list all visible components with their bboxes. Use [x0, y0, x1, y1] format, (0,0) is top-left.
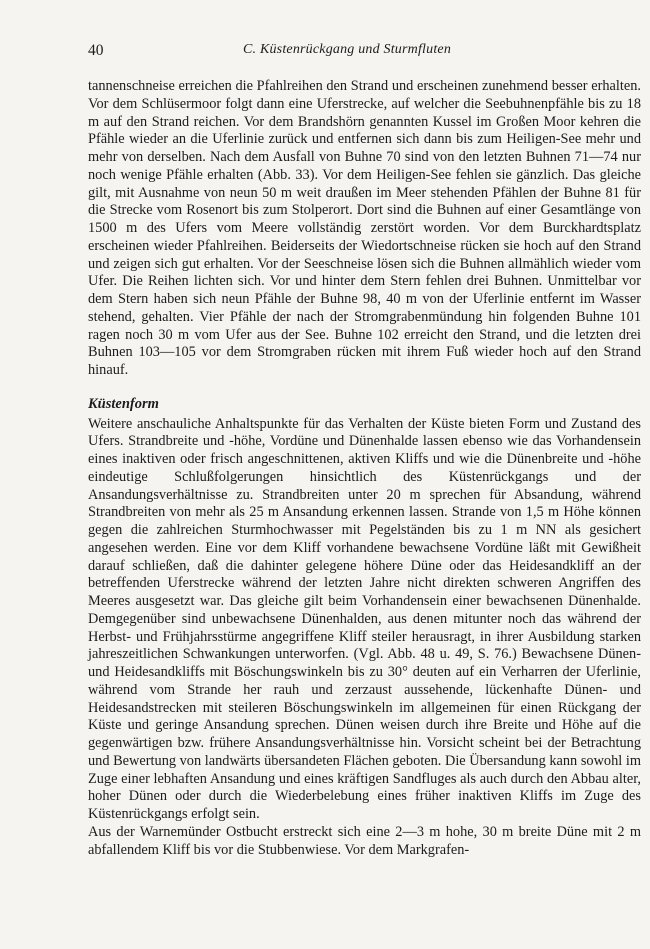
- page-number: 40: [88, 42, 104, 59]
- paragraph-warnemuende: Aus der Warnemünder Ostbucht erstreckt sich eine 2—3 m hohe, 30 m breite Düne mit 2 m abfallendem Kliff bis vor die Stubbenwiese. Vor dem Markgrafen-: [88, 823, 641, 858]
- running-title: C. Küstenrückgang und Sturmfluten: [243, 42, 452, 57]
- section-heading: Küstenform: [88, 395, 159, 412]
- body-text: [88, 78, 641, 859]
- paragraph-kuestenform: Weitere anschauliche Anhaltspunkte für das Verhalten der Küste bieten Form und Zustand des Ufers. Strandbreite und -höhe, Vordüne und Dünenhalde lassen ebenso wie das Vorhandensein eines inaktiven oder frisch angeschnittenen, aktiven Kliffs und wie die Dünenbreite und -höhe eindeutige Schlußfolgerungen hinsichtlich des Küstenrückgangs und der Ansandungsverhältnisse zu. Strandbreiten unter 20 m sprechen für Absandung, während Strandbreiten von mehr als 25 m Ansandung erkennen lassen. Strande von 1,5 m Höhe können gegen die zahlreichen Sturmhochwasser mit Pegelständen bis zu 1 m NN als gesichert angesehen werden. Eine vor dem Kliff vorhandene bewachsene Vordüne läßt mit Gewißheit darauf schließen, daß die dahinter gelegene höhere Düne oder das Heidesandkliff an der betreffenden Uferstrecke während der letzten Jahre nicht direkten schweren Angriffen des Meeres ausgesetzt war. Das gleiche gilt beim Vorhandensein einer bewachsenen Dünenhalde. Demgegenüber sind unbewachsene Dünenhalden, aus denen mitunter noch das während der Herbst- und Frühjahrsstürme angegriffene Kliff steiler herausragt, in ihrer Ausbildung starken jahreszeitlichen Schwankungen unterworfen. (Vgl. Abb. 48 u. 49, S. 76.) Bewachsene Dünen- und Heidesandkliffs mit Böschungswinkeln bis zu 30° deuten auf ein Verharren der Uferlinie, während vom Strande her rauh und zerzaust aussehende, lückenhafte Dünen- und Heidesandstrecken mit steileren Böschungswinkeln im allgemeinen für einen Rückgang der Küste und geringe Ansandung sprechen. Dünen weisen durch ihre Breite und Höhe auf die gegenwärtigen bzw. frühere Ansandungsverhältnisse hin. Vorsicht scheint bei der Betrachtung und Bewertung von landwärts übersandeten Flächen geboten. Die Übersandung kann sowohl im Zuge einer lebhaften Ansandung und eines kräftigen Sandfluges als auch durch den Abbau alter, hoher Dünen oder durch die Wiederbelebung eines früher inaktiven Kliffs im Zuge des Küstenrückgangs erfolgt sein.: [88, 415, 641, 822]
- paragraph-buhnen: tannenschneise erreichen die Pfahlreihen den Strand und erscheinen zunehmend besser erhalten. Vor dem Schlüsermoor folgt dann eine Uferstrecke, auf welcher die Seebuhnenpfähle bis zu 18 m auf den Strand reichen. Vor dem Brandshörn genannten Kussel im Großen Moor kehren die Pfähle wieder an die Uferlinie zurück und entfernen sich dann bis zum Heiligen-See mehr und mehr von derselben. Nach dem Ausfall von Buhne 70 sind von den letzten Buhnen 71—74 nur noch wenige Pfähle erhalten (Abb. 33). Vor dem Heiligen-See fehlen sie gänzlich. Das gleiche gilt, mit Ausnahme von neun 50 m weit draußen im Meer stehenden Pfählen der Buhne 81 für die Strecke vom Rosenort bis zum Stolperort. Dort sind die Buhnen auf einer Gesamtlänge von 1500 m des Ufers vom Meere vollständig zerstört worden. Vor dem Burckhardtsplatz erscheinen wieder Pfahlreihen. Beiderseits der Wiedortschneise rücken sie hoch auf den Strand und zeigen sich gut erhalten. Vor der Seeschneise lösen sich die Buhnen allmählich wieder vom Ufer. Die Reihen lichten sich. Vor und hinter dem Stern fehlen drei Buhnen. Unmittelbar vor dem Stern haben sich neun Pfähle der Buhne 98, 40 m von der Uferlinie entfernt im Wasser stehend, gehalten. Vier Pfähle der nach der Stromgrabenmündung hin folgenden Buhne 101 ragen noch 30 m vom Ufer aus der See. Buhne 102 erreicht den Strand, und die letzten drei Buhnen 103—105 vor dem Stromgraben rücken mit ihrem Fuß wieder hoch auf den Strand hinauf.: [88, 78, 641, 378]
- page-header: [88, 40, 641, 64]
